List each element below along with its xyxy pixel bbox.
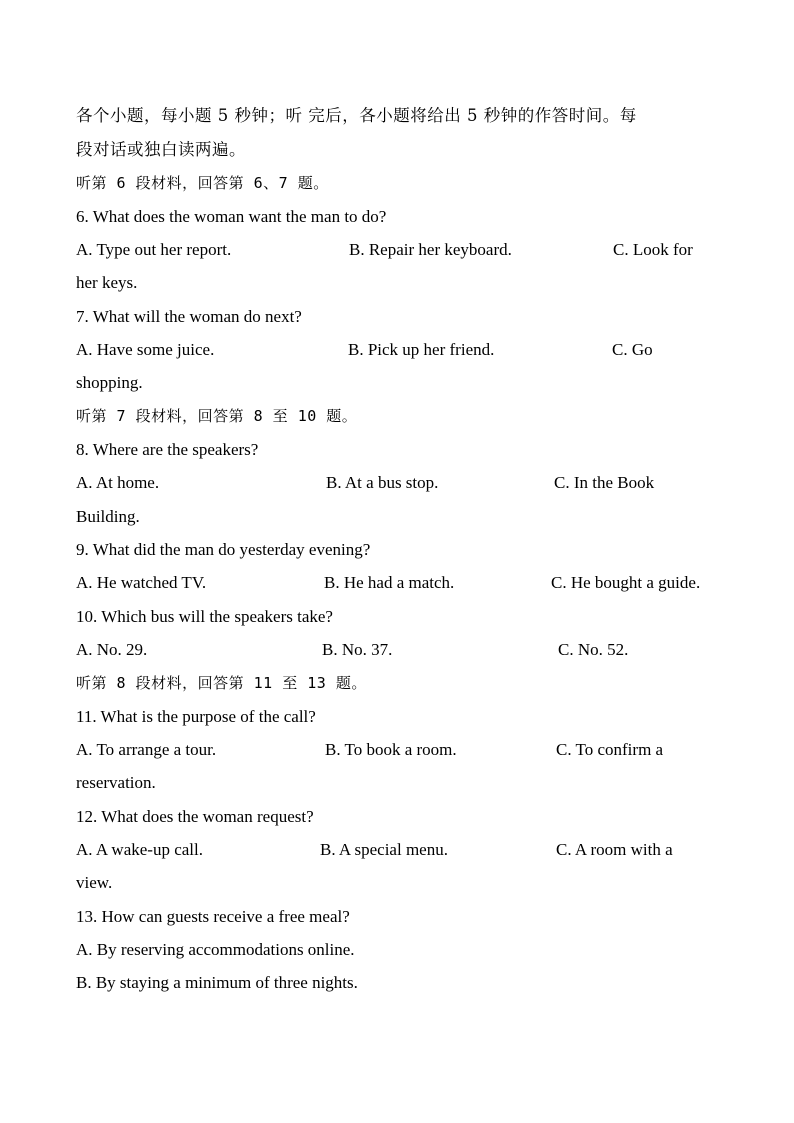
question-7-option-a: A. Have some juice. — [76, 340, 215, 359]
question-9-option-b: B. He had a match. — [324, 573, 455, 592]
question-12-option-a: A. A wake-up call. — [76, 840, 203, 859]
question-11-option-c-continued: reservation. — [76, 773, 156, 792]
section-header-7: 听第 7 段材料，回答第 8 至 10 题。 — [76, 407, 358, 425]
question-8-option-c-continued: Building. — [76, 507, 140, 526]
question-12-option-c-continued: view. — [76, 873, 113, 892]
question-11-stem: 11. What is the purpose of the call? — [76, 707, 316, 726]
section-header-6: 听第 6 段材料，回答第 6、7 题。 — [76, 174, 329, 192]
question-12-option-b: B. A special menu. — [320, 840, 448, 859]
question-13-stem: 13. How can guests receive a free meal? — [76, 907, 350, 926]
question-11-option-c: C. To confirm a — [556, 740, 664, 759]
question-10-stem: 10. Which bus will the speakers take? — [76, 607, 333, 626]
question-7-option-c-continued: shopping. — [76, 373, 143, 392]
question-12-stem: 12. What does the woman request? — [76, 807, 314, 826]
question-13-option-b: B. By staying a minimum of three nights. — [76, 973, 358, 992]
question-8-option-a: A. At home. — [76, 473, 160, 492]
intro-line-2: 段对话或独白读两遍。 — [76, 140, 246, 159]
question-9-stem: 9. What did the man do yesterday evening? — [76, 540, 371, 559]
question-7-stem: 7. What will the woman do next? — [76, 307, 302, 326]
question-6-option-b: B. Repair her keyboard. — [349, 240, 512, 259]
question-10-option-b: B. No. 37. — [322, 640, 393, 659]
question-12-option-c: C. A room with a — [556, 840, 673, 859]
question-6-option-c: C. Look for — [613, 240, 693, 259]
intro-line-1: 各个小题，每小题 5 秒钟；听 完后，各小题将给出 5 秒钟的作答时间。每 — [76, 106, 637, 125]
question-9-option-c: C. He bought a guide. — [551, 573, 701, 592]
question-13-option-a: A. By reserving accommodations online. — [76, 940, 355, 959]
question-7-option-b: B. Pick up her friend. — [348, 340, 495, 359]
question-8-stem: 8. Where are the speakers? — [76, 440, 259, 459]
question-6-option-a: A. Type out her report. — [76, 240, 232, 259]
question-6-stem: 6. What does the woman want the man to do? — [76, 207, 387, 226]
question-6-option-c-continued: her keys. — [76, 273, 138, 292]
question-9-option-a: A. He watched TV. — [76, 573, 207, 592]
question-10-option-a: A. No. 29. — [76, 640, 148, 659]
section-header-8: 听第 8 段材料，回答第 11 至 13 题。 — [76, 674, 367, 692]
question-7-option-c: C. Go — [612, 340, 653, 359]
question-8-option-b: B. At a bus stop. — [326, 473, 439, 492]
question-11-option-a: A. To arrange a tour. — [76, 740, 217, 759]
question-8-option-c: C. In the Book — [554, 473, 655, 492]
question-10-option-c: C. No. 52. — [558, 640, 629, 659]
question-11-option-b: B. To book a room. — [325, 740, 457, 759]
